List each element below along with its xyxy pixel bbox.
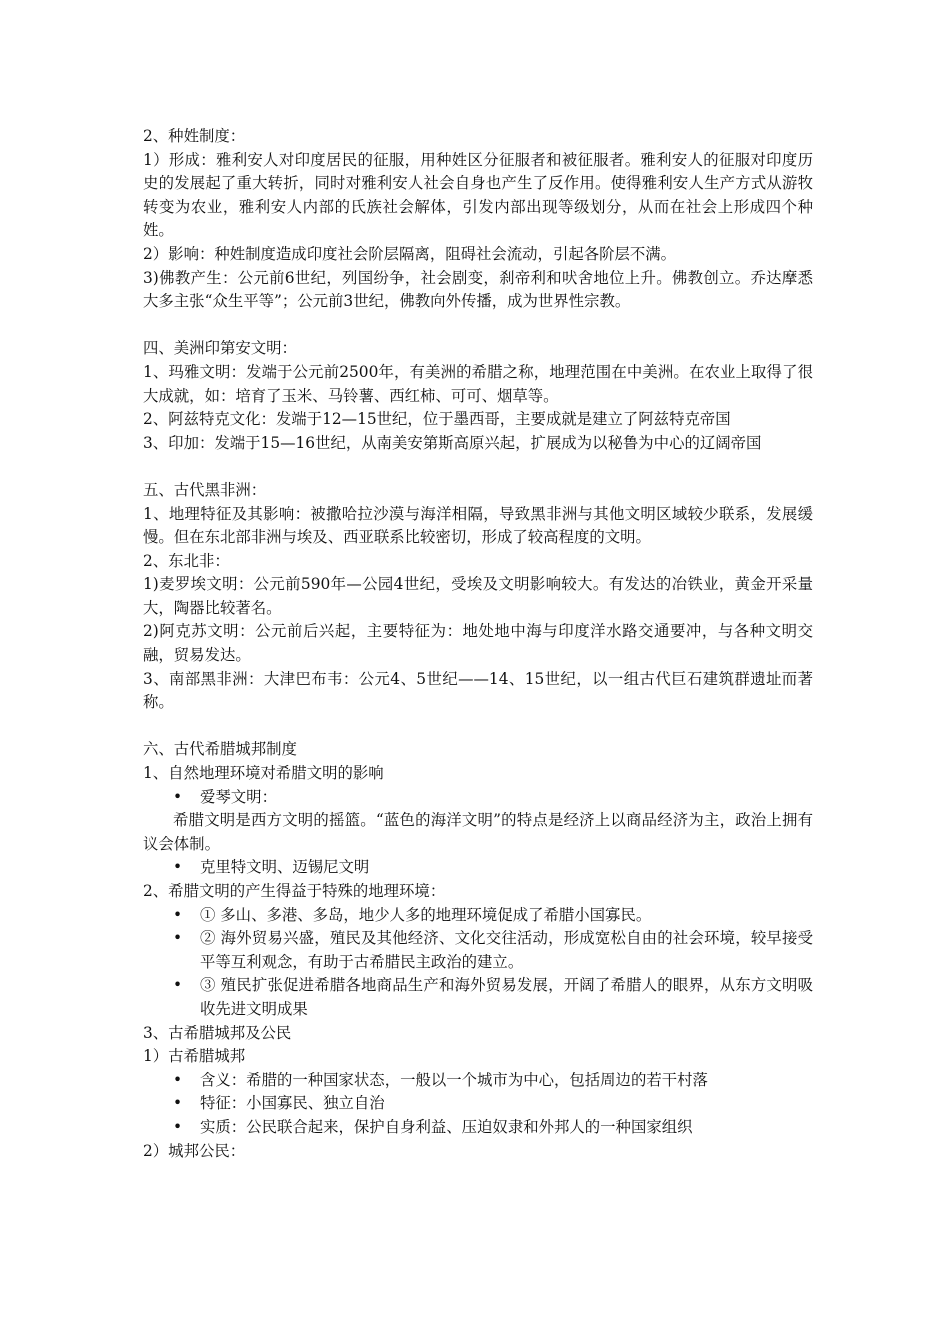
heading-americas: 四、美洲印第安文明： bbox=[143, 339, 297, 358]
heading-caste: 2、种姓制度： bbox=[143, 127, 246, 145]
bullet-icon: • bbox=[173, 1117, 183, 1136]
bullet-icon: • bbox=[173, 929, 183, 948]
list-item bbox=[143, 1092, 813, 1116]
document-body bbox=[143, 125, 813, 1163]
spacer bbox=[143, 715, 813, 739]
list-item-text: ③ 殖民扩张促进希腊各地商品生产和海外贸易发展，开阔了希腊人的眼界，从东方文明吸收先进文明成果 bbox=[200, 976, 813, 1018]
subheading-polis-citizens: 3、古希腊城邦及公民 bbox=[143, 1023, 292, 1042]
subheading-greek-origin: 2、希腊文明的产生得益于特殊的地理环境： bbox=[143, 882, 446, 900]
spacer bbox=[143, 455, 813, 479]
list-item-text: 爱琴文明： bbox=[200, 787, 277, 806]
paragraph-great-zimbabwe: 3、南部黑非洲：大津巴布韦：公元4、5世纪——14、15世纪，以一组古代巨石建筑群遗址而著称。 bbox=[143, 669, 813, 712]
paragraph-meroe: 1)麦罗埃文明：公元前590年—公园4世纪，受埃及文明影响较大。有发达的冶铁业，黄金开采量大，陶器比较著名。 bbox=[143, 575, 813, 617]
list-item bbox=[143, 904, 813, 928]
list-item-text: 克里特文明、迈锡尼文明 bbox=[200, 858, 370, 877]
paragraph-aztec: 2、阿兹特克文化：发端于12—15世纪，位于墨西哥，主要成就是建立了阿兹特克帝国 bbox=[143, 410, 731, 429]
list-item-text: 实质：公民联合起来，保护自身利益、压迫奴隶和外邦人的一种国家组织 bbox=[200, 1117, 693, 1136]
subheading-polis: 1）古希腊城邦 bbox=[143, 1047, 246, 1066]
paragraph-inca: 3、印加：发端于15—16世纪，从南美安第斯高原兴起，扩展成为以秘鲁为中心的辽阔帝国 bbox=[143, 433, 762, 452]
spacer bbox=[143, 314, 813, 338]
bullet-icon: • bbox=[173, 858, 183, 877]
list-item bbox=[143, 856, 813, 880]
subheading-geography-influence: 1、自然地理环境对希腊文明的影响 bbox=[143, 764, 384, 783]
list-item-text: ② 海外贸易兴盛，殖民及其他经济、文化交往活动，形成宽松自由的社会环境，较早接受平等互利观念，有助于古希腊民主政治的建立。 bbox=[200, 929, 813, 971]
list-item-text: 特征：小国寡民、独立自治 bbox=[200, 1094, 385, 1113]
paragraph-greek-cradle: 希腊文明是西方文明的摇篮。“蓝色的海洋文明”的特点是经济上以商品经济为主，政治上拥有议会体制。 bbox=[143, 811, 813, 853]
paragraph-aksum: 2)阿克苏文明：公元前后兴起，主要特征为：地处地中海与印度洋水路交通要冲，与各种文明交融，贸易发达。 bbox=[143, 622, 813, 665]
bullet-icon: • bbox=[173, 1094, 183, 1113]
list-item bbox=[143, 1116, 813, 1140]
list-item bbox=[143, 1069, 813, 1093]
bullet-icon: • bbox=[173, 1070, 183, 1089]
paragraph-maya: 1、玛雅文明：发端于公元前2500年，有美洲的希腊之称，地理范围在中美洲。在农业上取得了很大成就，如：培育了玉米、马铃薯、西红柿、可可、烟草等。 bbox=[143, 362, 813, 405]
list-item bbox=[143, 786, 813, 810]
heading-greek-city-states: 六、古代希腊城邦制度 bbox=[143, 740, 297, 759]
paragraph-caste-formation: 1）形成：雅利安人对印度居民的征服，用种姓区分征服者和被征服者。雅利安人的征服对印度历史的发展起了重大转折，同时对雅利安人社会自身也产生了反作用。使得雅利安人生产方式从游牧转变为农业，雅利安人内部的氏族社会解体，引发内部出现等级划分，从而在社会上形成四个种姓。 bbox=[143, 150, 813, 240]
paragraph-buddhism: 3)佛教产生：公元前6世纪，列国纷争，社会剧变，刹帝利和吠舍地位上升。佛教创立。乔达摩悉大多主张“众生平等”；公元前3世纪，佛教向外传播，成为世界性宗教。 bbox=[143, 268, 813, 311]
list-item-text: ① 多山、多港、多岛，地少人多的地理环境促成了希腊小国寡民。 bbox=[200, 905, 652, 924]
list-item bbox=[143, 927, 813, 974]
list-item-text: 含义：希腊的一种国家状态，一般以一个城市为中心，包括周边的若干村落 bbox=[200, 1070, 708, 1089]
bullet-icon: • bbox=[173, 976, 183, 995]
list-item bbox=[143, 974, 813, 1021]
paragraph-caste-influence: 2）影响：种姓制度造成印度社会阶层隔离，阻碍社会流动，引起各阶层不满。 bbox=[143, 244, 677, 263]
bullet-icon: • bbox=[173, 905, 183, 924]
heading-northeast-africa: 2、东北非： bbox=[143, 551, 230, 570]
paragraph-geography: 1、地理特征及其影响：被撒哈拉沙漠与海洋相隔，导致黑非洲与其他文明区域较少联系，发展缓慢。但在东北部非洲与埃及、西亚联系比较密切，形成了较高程度的文明。 bbox=[143, 504, 813, 547]
subheading-citizens: 2）城邦公民： bbox=[143, 1141, 246, 1160]
heading-black-africa: 五、古代黑非洲： bbox=[143, 480, 267, 499]
bullet-icon: • bbox=[173, 787, 183, 806]
